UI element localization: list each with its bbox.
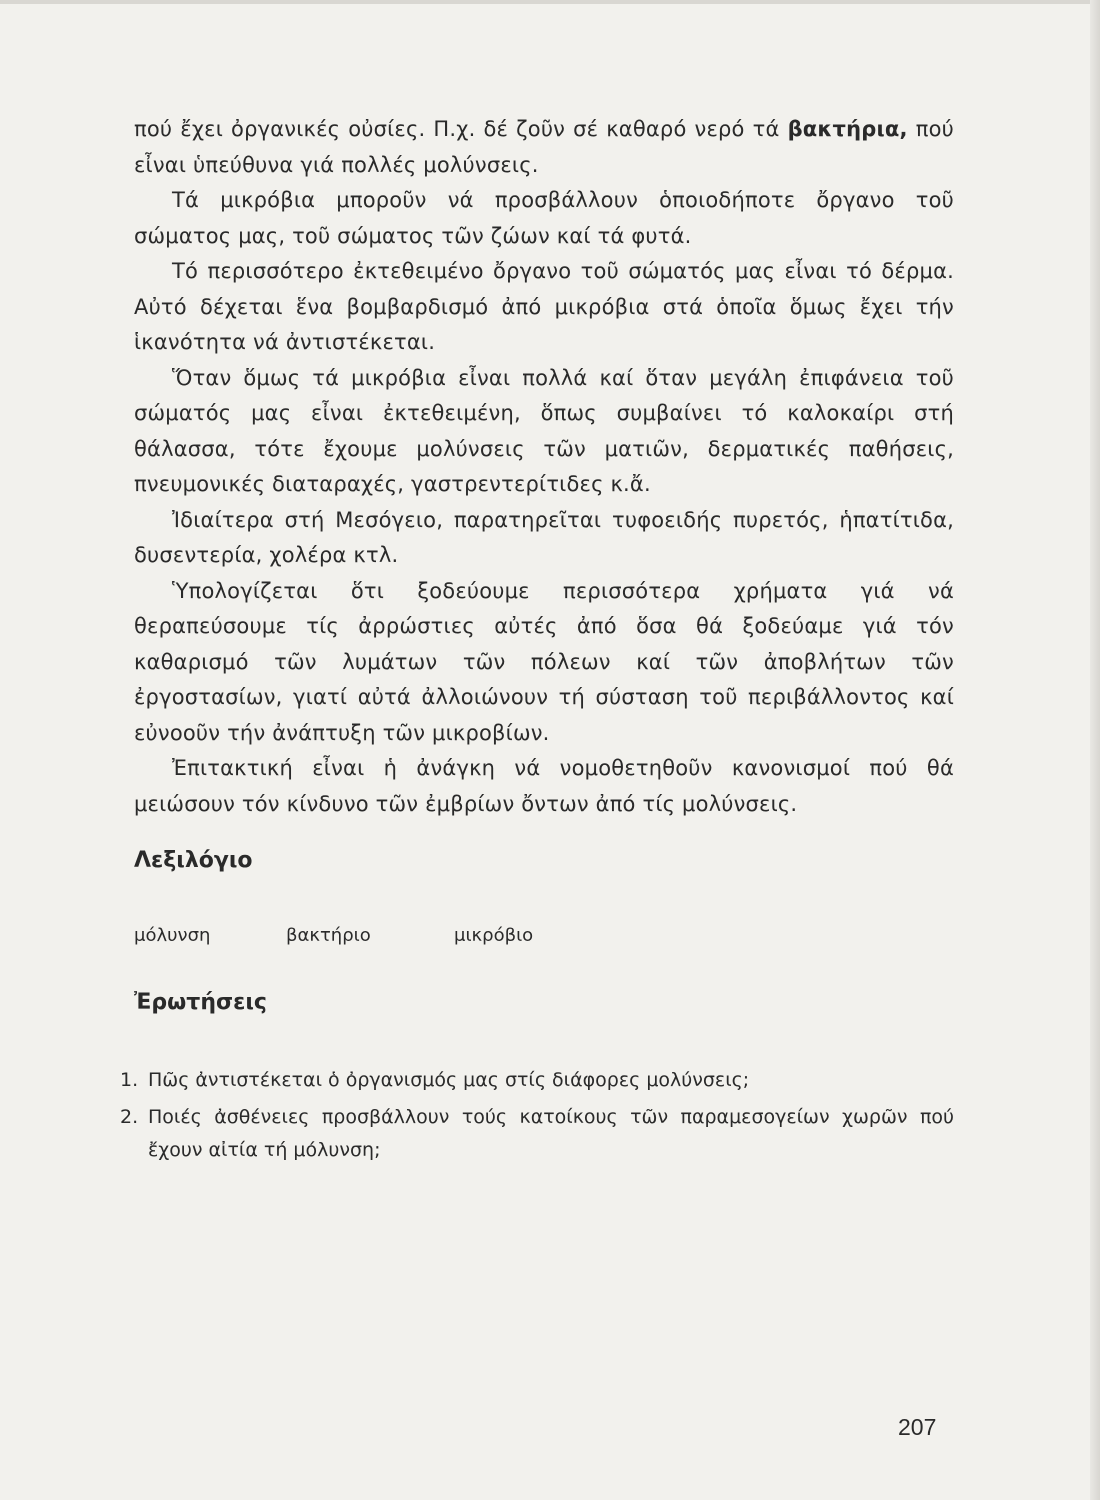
paragraph-1-start: πού ἔχει ὀργανικές οὐσίες. Π.χ. δέ ζοῦν σέ καθαρό νερό τά: [134, 117, 788, 141]
question-item: [120, 1101, 954, 1167]
vocabulary-word: βακτήριο: [286, 925, 371, 946]
page-top-edge: [0, 0, 1100, 4]
paragraph-5: Ἰδιαίτερα στή Μεσόγειο, παρατηρεῖται τυφοειδής πυρετός, ἡπατίτιδα, δυσεντερία, χολέρα κτλ.: [134, 507, 954, 567]
vocabulary-heading: Λεξιλόγιο: [134, 848, 253, 873]
vocabulary-word: μόλυνση: [134, 925, 211, 946]
paragraph-3: Τό περισσότερο ἐκτεθειμένο ὄργανο τοῦ σώματός μας εἶναι τό δέρμα. Αὐτό δέχεται ἕνα βομβαρδισμό ἀπό μικρόβια στά ὁποῖα ὅμως ἔχει τήν ἱκανότητα νά ἀντιστέκεται.: [134, 259, 954, 354]
paragraph-4: Ὅταν ὅμως τά μικρόβια εἶναι πολλά καί ὅταν μεγάλη ἐπιφάνεια τοῦ σώματός μας εἶναι ἐκτεθειμένη, ὅπως συμβαίνει τό καλοκαίρι στή θάλασσα, τότε ἔχουμε μολύνσεις τῶν ματιῶν, δερματικές παθήσεις, πνευμονικές διαταραχές, γαστρεντερίτιδες κ.ἄ.: [134, 365, 954, 496]
bacteria-term: βακτήρια,: [787, 117, 908, 141]
questions-heading: Ἐρωτήσεις: [134, 990, 267, 1015]
vocabulary-word: μικρόβιο: [454, 925, 534, 946]
page-number: 207: [898, 1414, 937, 1440]
question-text: Πῶς ἀντιστέκεται ὁ ὀργανισμός μας στίς διάφορες μολύνσεις;: [148, 1069, 750, 1091]
paragraph-6: Ὑπολογίζεται ὅτι ξοδεύουμε περισσότερα χρήματα γιά νά θεραπεύσουμε τίς ἀρρώστιες αὐτές ἀπό ὅσα θά ξοδεύαμε γιά τόν καθαρισμό τῶν λυμάτων τῶν πόλεων καί τῶν ἀποβλήτων τῶν ἐργοστασίων, γιατί αὐτά ἀλλοιώνουν τή σύσταση τοῦ περιβάλλοντος καί εὐνοοῦν τήν ἀνάπτυξη τῶν μικροβίων.: [134, 578, 954, 745]
paragraph-1-end: πού εἶναι ὑπεύθυνα γιά πολλές μολύνσεις.: [134, 117, 954, 177]
question-number: 2.: [120, 1106, 139, 1128]
paragraph-1: [134, 112, 954, 183]
page-right-edge: [1090, 0, 1100, 1500]
question-text: Ποιές ἀσθένειες προσβάλλουν τούς κατοίκους τῶν παραμεσογείων χωρῶν πού ἔχουν αἰτία τή μόλυνση;: [148, 1106, 954, 1161]
paragraph-7: Ἐπιτακτική εἶναι ἡ ἀνάγκη νά νομοθετηθοῦν κανονισμοί πού θά μειώσουν τόν κίνδυνο τῶν ἐμβρίων ὄντων ἀπό τίς μολύνσεις.: [134, 756, 954, 816]
question-number: 1.: [120, 1069, 139, 1091]
question-item: [120, 1064, 954, 1097]
questions-list: [120, 1064, 954, 1171]
body-text: [134, 112, 954, 822]
paragraph-2: Τά μικρόβια μποροῦν νά προσβάλλουν ὁποιοδήποτε ὄργανο τοῦ σώματος μας, τοῦ σώματος τῶν ζώων καί τά φυτά.: [134, 188, 954, 248]
